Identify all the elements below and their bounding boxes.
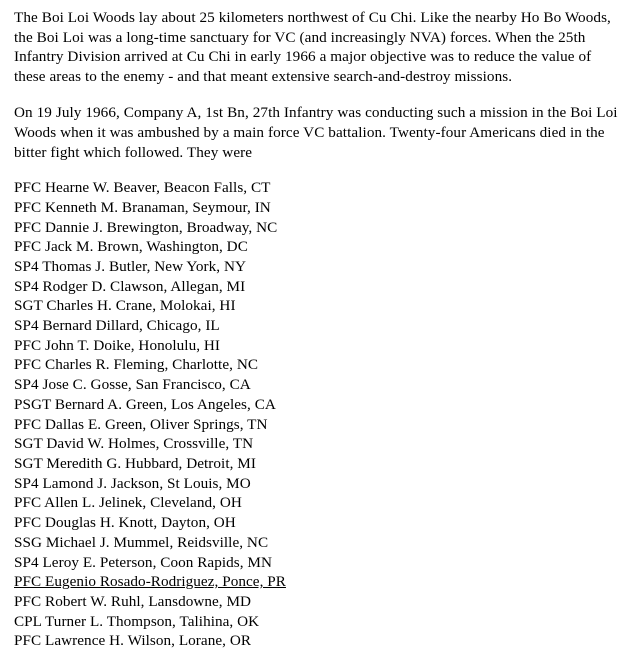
list-item: PFC Hearne W. Beaver, Beacon Falls, CT — [14, 179, 271, 197]
list-item: CPL Turner L. Thompson, Talihina, OK — [14, 612, 260, 630]
list-item: SSG Michael J. Mummel, Reidsville, NC — [14, 533, 269, 551]
list-item: PFC Lawrence H. Wilson, Lorane, OR — [14, 632, 252, 650]
list-item: PFC Douglas H. Knott, Dayton, OH — [14, 514, 236, 532]
intro-paragraph-1: The Boi Loi Woods lay about 25 kilometers northwest of Cu Chi. Like the nearby Ho Bo Woods, the Boi Loi was a long-time sanctuary for VC (and increasingly NVA) forces. When the 25th Infantry Division arrived at Cu Chi in early 1966 a major objective was to reduce the value of these areas to the enemy - and that meant extensive search-and-destroy missions. — [14, 9, 611, 85]
intro-paragraph-2: On 19 July 1966, Company A, 1st Bn, 27th Infantry was conducting such a mission in the Boi Loi Woods when it was ambushed by a main force VC battalion. Twenty-four Americans died in the bitter fight which followed. They were — [14, 104, 618, 161]
list-item: SP4 Bernard Dillard, Chicago, IL — [14, 317, 220, 335]
list-item: SP4 Lamond J. Jackson, St Louis, MO — [14, 474, 251, 492]
list-item: PFC Allen L. Jelinek, Cleveland, OH — [14, 494, 242, 512]
list-item: PFC Charles R. Fleming, Charlotte, NC — [14, 356, 259, 374]
list-item: PFC Eugenio Rosado-Rodriguez, Ponce, PR — [14, 573, 286, 591]
list-item: SGT David W. Holmes, Crossville, TN — [14, 435, 254, 453]
list-item: PFC Robert W. Ruhl, Lansdowne, MD — [14, 592, 252, 610]
list-item: PFC Dallas E. Green, Oliver Springs, TN — [14, 415, 268, 433]
list-item: PFC Kenneth M. Branaman, Seymour, IN — [14, 198, 271, 216]
list-item: SP4 Rodger D. Clawson, Allegan, MI — [14, 277, 246, 295]
list-item: PFC Dannie J. Brewington, Broadway, NC — [14, 218, 278, 236]
list-item: SP4 Thomas J. Butler, New York, NY — [14, 257, 247, 275]
casualty-list — [14, 178, 626, 651]
list-item: SP4 Jose C. Gosse, San Francisco, CA — [14, 376, 251, 394]
list-item: SGT Meredith G. Hubbard, Detroit, MI — [14, 455, 256, 472]
list-item: PFC Jack M. Brown, Washington, DC — [14, 238, 248, 256]
list-item: PSGT Bernard A. Green, Los Angeles, CA — [14, 395, 276, 413]
list-item: SGT Charles H. Crane, Molokai, HI — [14, 297, 236, 315]
list-item: SP4 Leroy E. Peterson, Coon Rapids, MN — [14, 553, 272, 571]
list-item: PFC John T. Doike, Honolulu, HI — [14, 336, 221, 354]
